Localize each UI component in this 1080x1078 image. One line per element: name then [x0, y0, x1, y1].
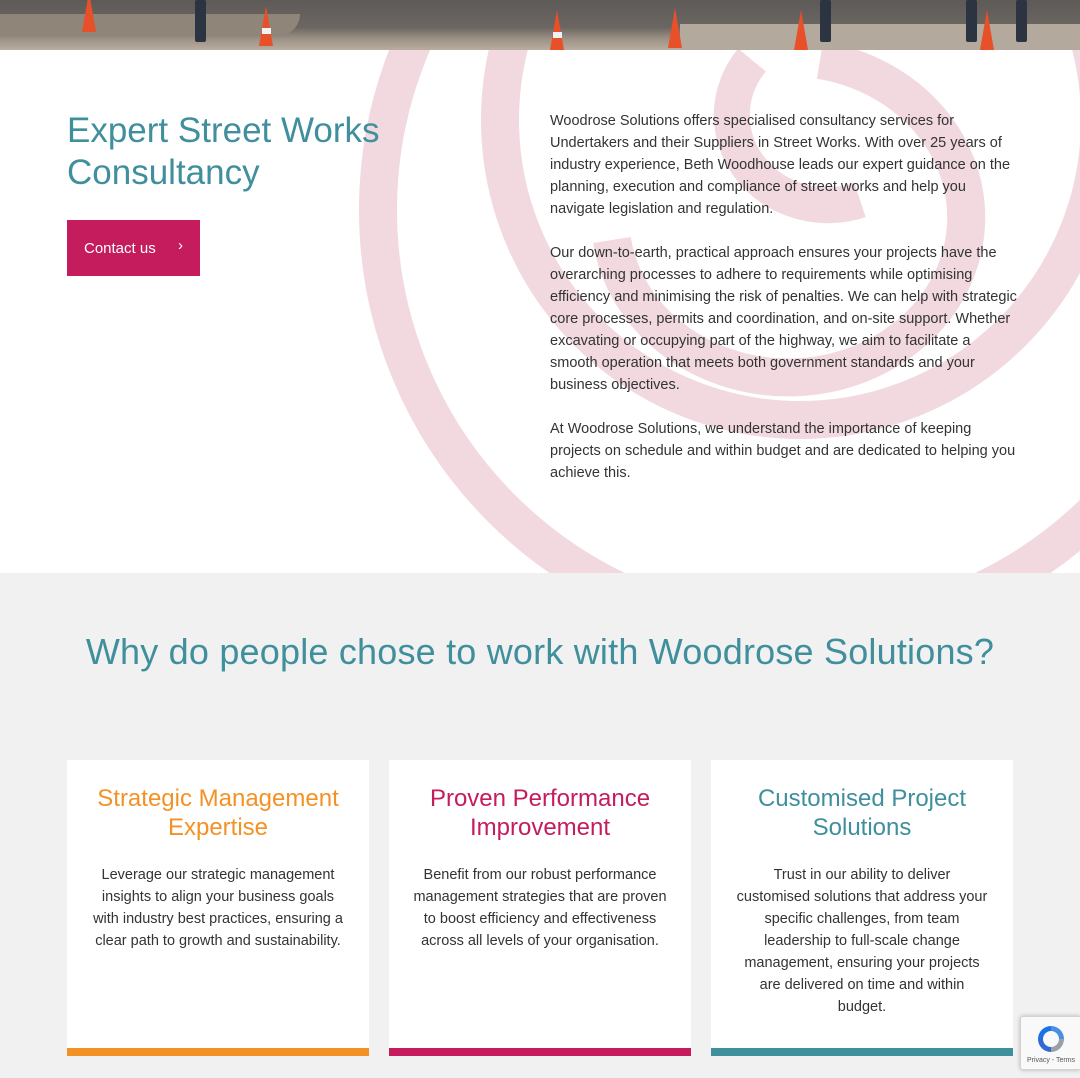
intro-paragraph: Our down-to-earth, practical approach ensures your projects have the overarching processes to adhere to requirements while optimising efficiency and minimising the risk of penalties. We can help with strategic core processes, permits and coordination, and on-site support. Whether excavating or occupying part of the highway, we aim to facilitate a smooth operation that meets both government standards and your business objectives. — [550, 245, 1017, 393]
bollard — [1016, 0, 1027, 42]
bollard — [195, 0, 206, 42]
cone-reflector — [262, 28, 271, 34]
feature-card-accent-bar — [711, 1048, 1013, 1056]
recaptcha-badge[interactable] — [1020, 1016, 1080, 1070]
traffic-cone — [980, 10, 994, 50]
feature-card-accent-bar — [67, 1048, 369, 1056]
hero-image — [0, 0, 1080, 50]
feature-card-text: Trust in our ability to deliver customised solutions that address your specific challenges, from team leadership to full-scale change management, ensuring your projects are delivered on time and within budget. — [736, 867, 988, 1015]
bollard — [820, 0, 831, 42]
recaptcha-icon — [1035, 1023, 1067, 1055]
intro-section — [0, 50, 1080, 573]
traffic-cone — [259, 6, 273, 46]
feature-card-title: Customised Project Solutions — [757, 785, 967, 841]
intro-description — [550, 110, 1020, 506]
page-title: Expert Street Works Consultancy — [67, 111, 380, 192]
traffic-cone — [550, 10, 564, 50]
chevron-right-icon: › — [178, 237, 183, 254]
contact-us-label: Contact us — [84, 239, 156, 257]
feature-card-performance-improvement — [389, 760, 691, 1056]
feature-card-project-solutions — [711, 760, 1013, 1056]
cone-reflector — [553, 32, 562, 38]
recaptcha-terms-link[interactable]: Privacy - Terms — [1026, 1057, 1076, 1064]
feature-card-strategic-management — [67, 760, 369, 1056]
contact-us-button[interactable] — [67, 220, 200, 276]
feature-card-text: Leverage our strategic management insights to align your business goals with industry best practices, ensuring a clear path to growth and sustainability. — [93, 867, 343, 949]
feature-card-title: Strategic Management Expertise — [97, 785, 339, 841]
section-title: Why do people chose to work with Woodrose Solutions? — [85, 631, 995, 672]
traffic-cone — [82, 0, 96, 32]
traffic-cone — [668, 8, 682, 48]
feature-card-text: Benefit from our robust performance management strategies that are proven to boost efficiency and effectiveness across all levels of your organisation. — [413, 867, 667, 949]
feature-card-accent-bar — [389, 1048, 691, 1056]
feature-card-title: Proven Performance Improvement — [429, 785, 651, 841]
bollard — [966, 0, 977, 42]
why-choose-us-section — [0, 573, 1080, 1078]
intro-paragraph: At Woodrose Solutions, we understand the importance of keeping projects on schedule and within budget and are dedicated to helping you achieve this. — [550, 421, 1016, 481]
traffic-cone — [794, 10, 808, 50]
intro-paragraph: Woodrose Solutions offers specialised consultancy services for Undertakers and their Suppliers in Street Works. With over 25 years of industry experience, Beth Woodhouse leads our expert guidance on the planning, execution and compliance of street works and help you navigate legislation and regulation. — [550, 113, 1011, 217]
kerb — [0, 14, 300, 36]
